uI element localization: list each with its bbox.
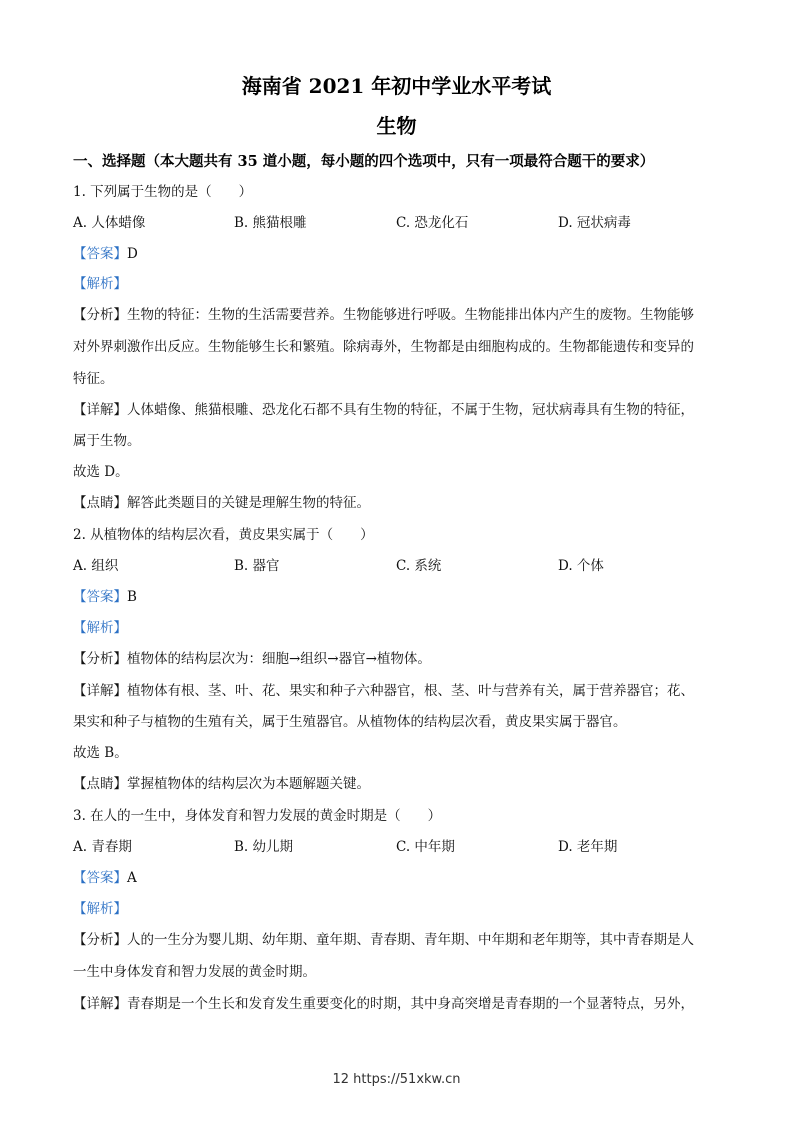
q1-fenxi-line-2: 对外界刺激作出反应。生物能够生长和繁殖。除病毒外，生物都是由细胞构成的。生物都能遗传和变异的: [73, 339, 694, 355]
question-2-stem: 2. 从植物体的结构层次看，黄皮果实属于（ ）: [73, 527, 374, 543]
question-3-stem: 3. 在人的一生中，身体发育和智力发展的黄金时期是（ ）: [73, 808, 442, 824]
fenxi-tag: 【分析】: [73, 932, 127, 948]
dianjing-tag: 【点睛】: [73, 776, 127, 792]
q2-xiangjie-line-1: [73, 681, 723, 701]
page-title: 海南省 2021 年初中学业水平考试: [241, 74, 552, 98]
q2-choice: 故选 B。: [73, 745, 128, 761]
answer-tag: 【答案】: [73, 246, 127, 262]
section-title: 一、选择题（本大题共有 35 道小题，每小题的四个选项中，只有一项最符合题干的要求）: [73, 153, 655, 170]
q3-xiangjie-text: 青春期是一个生长和发育发生重要变化的时期，其中身高突增是青春期的一个显著特点，另外，: [127, 996, 694, 1012]
q3-option-b: B. 幼儿期: [234, 839, 294, 855]
q3-jiexi: [73, 899, 723, 919]
xiangjie-tag: 【详解】: [73, 402, 127, 418]
q3-xiangjie: [73, 994, 723, 1014]
jiexi-tag: 【解析】: [73, 276, 127, 292]
q3-option-d: D. 老年期: [558, 839, 618, 855]
page-footer: 12 https://51xkw.cn: [332, 1072, 461, 1087]
q1-xiangjie-text-1: 人体蜡像、熊猫根雕、恐龙化石都不具有生物的特征，不属于生物，冠状病毒具有生物的特征，: [127, 402, 694, 418]
fenxi-tag: 【分析】: [73, 307, 127, 323]
q1-xiangjie-line-2: 属于生物。: [73, 433, 141, 449]
q1-option-b: B. 熊猫根雕: [234, 215, 307, 231]
xiangjie-tag: 【详解】: [73, 683, 127, 699]
xiangjie-tag: 【详解】: [73, 996, 127, 1012]
jiexi-tag: 【解析】: [73, 901, 127, 917]
q1-jiexi: [73, 274, 723, 294]
q2-answer-value: B: [127, 589, 137, 605]
q1-option-c: C. 恐龙化石: [396, 215, 469, 231]
q1-dianjing: [73, 493, 723, 513]
q3-fenxi-line-1: [73, 930, 723, 950]
q1-option-d: D. 冠状病毒: [558, 215, 631, 231]
fenxi-tag: 【分析】: [73, 651, 127, 667]
q3-option-a: A. 青春期: [73, 839, 132, 855]
q2-option-d: D. 个体: [558, 558, 604, 574]
answer-tag: 【答案】: [73, 870, 127, 886]
q2-xiangjie-line-2: 果实和种子与植物的生殖有关，属于生殖器官。从植物体的结构层次看，黄皮果实属于器官。: [73, 714, 627, 730]
question-1-stem: 1. 下列属于生物的是（ ）: [73, 184, 253, 200]
q3-answer-value: A: [127, 870, 137, 886]
q2-option-a: A. 组织: [73, 558, 119, 574]
q1-answer: [73, 244, 723, 264]
answer-tag: 【答案】: [73, 589, 127, 605]
q3-fenxi-text-1: 人的一生分为婴儿期、幼年期、童年期、青春期、青年期、中年期和老年期等，其中青春期是人: [127, 932, 694, 948]
q1-fenxi-text-1: 生物的特征：生物的生活需要营养。生物能够进行呼吸。生物能排出体内产生的废物。生物能够: [127, 307, 694, 323]
q1-answer-value: D: [127, 246, 138, 262]
subject-title: 生物: [376, 114, 417, 138]
q2-xiangjie-text-1: 植物体有根、茎、叶、花、果实和种子六种器官，根、茎、叶与营养有关，属于营养器官；花、: [127, 683, 694, 699]
q2-fenxi-text: 植物体的结构层次为：细胞→组织→器官→植物体。: [127, 651, 431, 667]
q2-option-b: B. 器官: [234, 558, 280, 574]
q2-jiexi: [73, 618, 723, 638]
jiexi-tag: 【解析】: [73, 620, 127, 636]
q1-fenxi-line-3: 特征。: [73, 371, 114, 387]
q3-answer: [73, 868, 723, 888]
q2-answer: [73, 587, 723, 607]
q2-dianjing-text: 掌握植物体的结构层次为本题解题关键。: [127, 776, 370, 792]
q1-dianjing-text: 解答此类题目的关键是理解生物的特征。: [127, 495, 370, 511]
q2-option-c: C. 系统: [396, 558, 442, 574]
q1-choice: 故选 D。: [73, 464, 129, 480]
q1-xiangjie-line-1: [73, 400, 723, 420]
q1-fenxi-line-1: [73, 305, 723, 325]
q3-fenxi-line-2: 一生中身体发育和智力发展的黄金时期。: [73, 964, 316, 980]
q1-option-a: A. 人体蜡像: [73, 215, 146, 231]
q2-fenxi: [73, 649, 723, 669]
q2-dianjing: [73, 774, 723, 794]
q3-option-c: C. 中年期: [396, 839, 455, 855]
dianjing-tag: 【点睛】: [73, 495, 127, 511]
